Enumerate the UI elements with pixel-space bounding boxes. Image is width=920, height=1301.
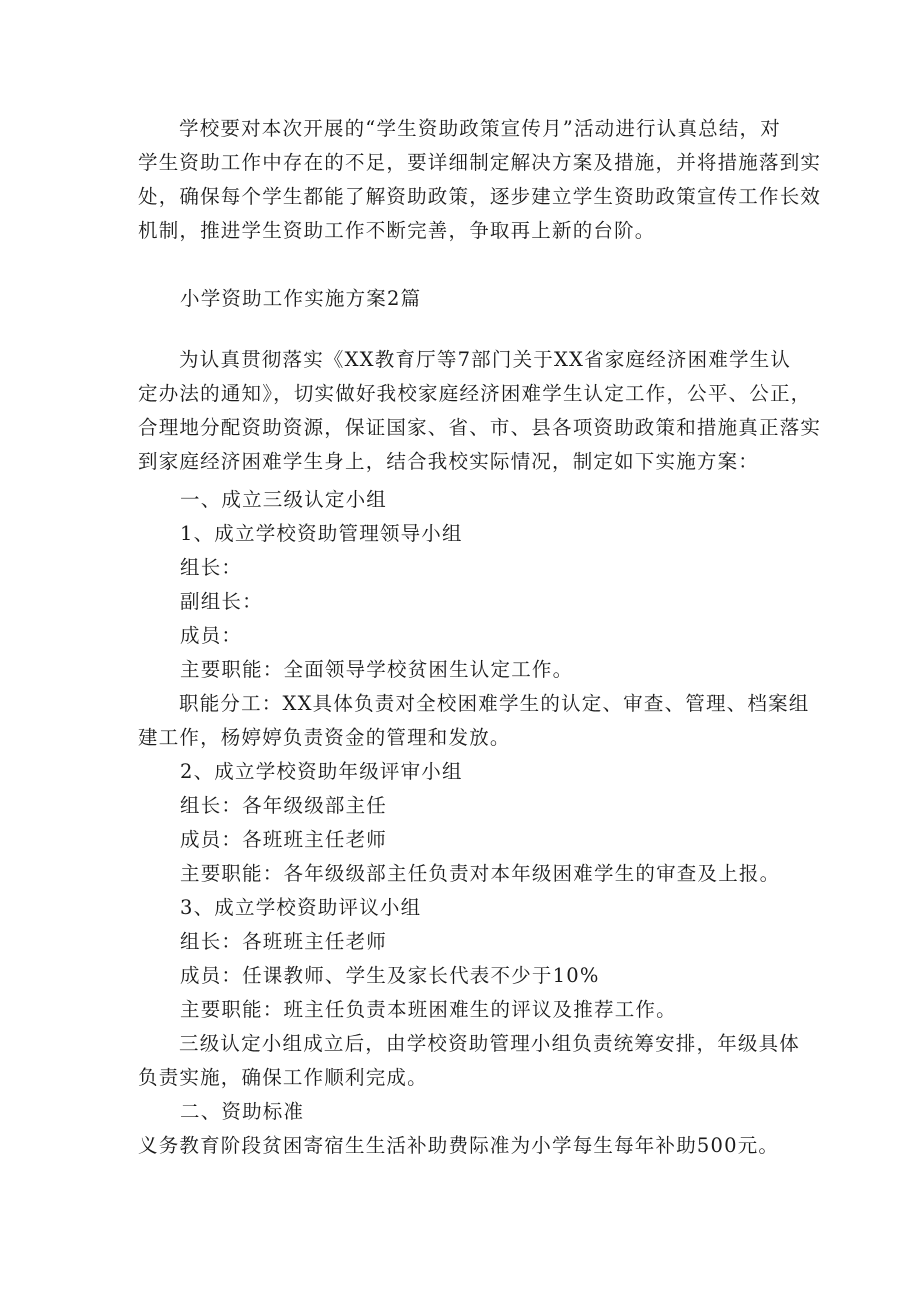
heading-1: 一、成立三级认定小组 xyxy=(180,488,388,511)
paragraph-line: 定办法的通知》，切实做好我校家庭经济困难学生认定工作，公平、公正， xyxy=(138,382,812,405)
list-item: 组长：各班班主任老师 xyxy=(180,930,388,953)
items-list-3 xyxy=(180,1095,304,1129)
paragraph-line: 负责实施，确保工作顺利完成。 xyxy=(138,1066,428,1089)
list-item: 副组长： xyxy=(180,590,263,613)
list-item: 成员： xyxy=(180,624,243,647)
paragraph-line: 三级认定小组成立后，由学校资助管理小组负责统筹安排，年级具体 xyxy=(179,1032,801,1055)
list-item: 主要职能：全面领导学校贫困生认定工作。 xyxy=(180,658,574,681)
summary-paragraph xyxy=(138,1027,800,1095)
paragraph-line: 合理地分配资助资源，保证国家、省、市、县各项资助政策和措施真正落实 xyxy=(138,416,822,439)
list-item: 成员：任课教师、学生及家长代表不少于10% xyxy=(180,964,600,987)
standard-line xyxy=(138,1129,779,1163)
heading-2: 二、资助标准 xyxy=(180,1100,305,1123)
paragraph-line: 处，确保每个学生都能了解资助政策，逐步建立学生资助政策宣传工作长效 xyxy=(138,185,822,208)
division-paragraph xyxy=(138,687,809,755)
purpose-paragraph xyxy=(138,343,821,479)
subheading-3: 3、成立学校资助评议小组 xyxy=(180,896,422,919)
list-item: 主要职能：班主任负责本班困难生的评议及推荐工作。 xyxy=(180,998,677,1021)
paragraph-line: 学校要对本次开展的“学生资助政策宣传月”活动进行认真总结，对 xyxy=(179,117,781,140)
paragraph-line: 为认真贯彻落实《XX教育厅等7部门关于XX省家庭经济困难学生认 xyxy=(179,348,792,371)
items-list-2 xyxy=(180,755,780,1027)
list-item: 义务教育阶段贫困寄宿生生活补助费际准为小学每生每年补助500元。 xyxy=(138,1134,780,1157)
subheading-2: 2、成立学校资助年级评审小组 xyxy=(180,760,463,783)
intro-paragraph xyxy=(138,112,821,248)
paragraph-line: 到家庭经济困难学生身上，结合我校实际情况，制定如下实施方案： xyxy=(138,450,760,473)
list-item: 成员：各班班主任老师 xyxy=(180,828,388,851)
section-title: 小学资助工作实施方案2篇 xyxy=(180,287,422,310)
paragraph-line: 建工作，杨婷婷负责资金的管理和发放。 xyxy=(138,726,511,749)
subheading-1: 1、成立学校资助管理领导小组 xyxy=(180,522,463,545)
items-list-1 xyxy=(180,483,573,687)
paragraph-line: 机制，推进学生资助工作不断完善，争取再上新的台阶。 xyxy=(138,219,656,242)
list-item: 主要职能：各年级级部主任负责对本年级困难学生的审查及上报。 xyxy=(180,862,781,885)
paragraph-line: 学生资助工作中存在的不足，要详细制定解决方案及措施，并将措施落到实 xyxy=(138,151,822,174)
paragraph-line: 职能分工：XX具体负责对全校困难学生的认定、审查、管理、档案组 xyxy=(179,692,810,715)
list-item: 组长：各年级级部主任 xyxy=(180,794,388,817)
list-item: 组长： xyxy=(180,556,243,579)
